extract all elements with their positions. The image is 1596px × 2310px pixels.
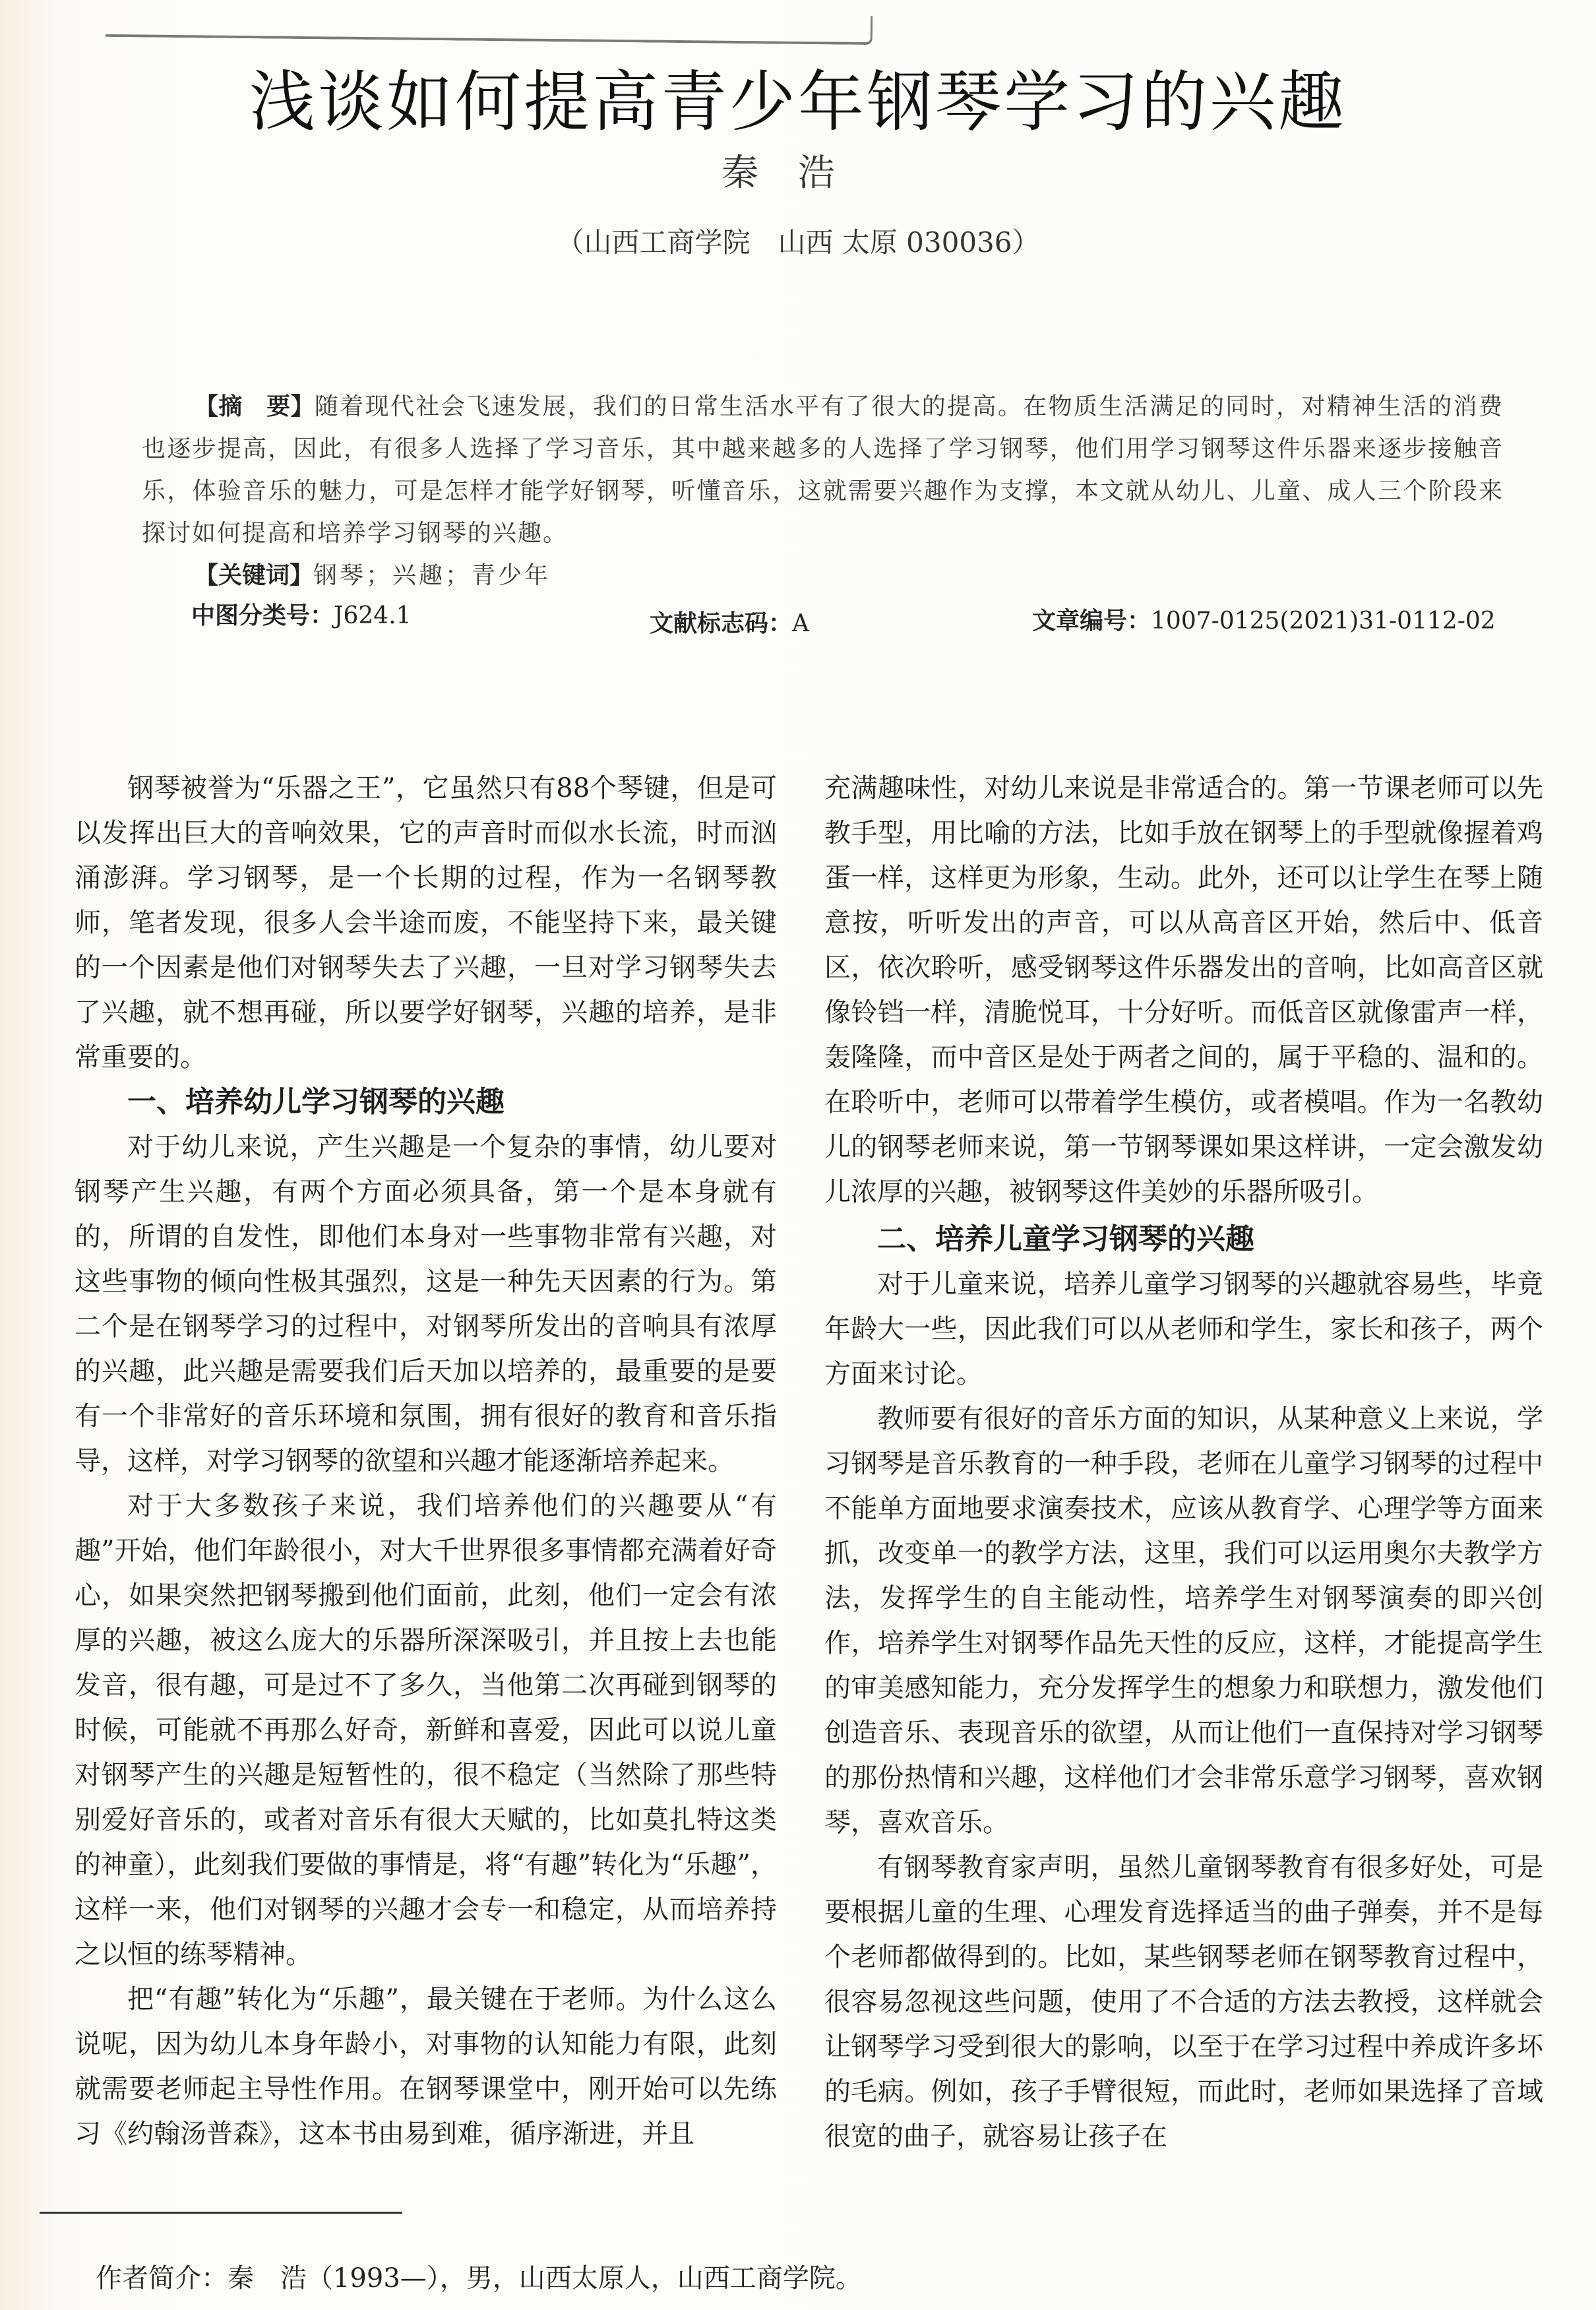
footnote-divider — [40, 2212, 402, 2214]
clc-value: J624.1 — [334, 602, 412, 629]
doc-code-label: 文献标志码： — [650, 610, 793, 637]
author-footnote: 作者简介：秦 浩（1993—），男，山西太原人，山西工商学院。 — [96, 2263, 862, 2294]
body-paragraph: 教师要有很好的音乐方面的知识，从某种意义上来说，学习钢琴是音乐教育的一种手段，老师在儿童学习钢琴的过程中不能单方面地要求演奏技术，应该从教育学、心理学等方面来抓，改变单一的教学方法，这里，我们可以运用奥尔夫教学方法，发挥学生的自主能动性，培养学生对钢琴演奏的即兴创作，培养学生对钢琴作品先天性的反应，这样，才能提高学生的审美感知能力，充分发挥学生的想象力和联想力，激发他们创造音乐、表现音乐的欲望，从而让他们一直保持对学习钢琴的那份热情和兴趣，这样他们才会非常乐意学习钢琴，喜欢钢琴，喜欢音乐。 — [824, 1404, 1543, 1838]
body-paragraph: 对于儿童来说，培养儿童学习钢琴的兴趣就容易些，毕竟年龄大一些，因此我们可以从老师和学生，家长和孩子，两个方面来讨论。 — [824, 1269, 1543, 1389]
author-name: 秦浩 — [721, 152, 875, 195]
abstract-text: 随着现代社会飞速发展，我们的日常生活水平有了很大的提高。在物质生活满足的同时，对精神生活的消费也逐步提高，因此，有很多人选择了学习音乐，其中越来越多的人选择了学习钢琴，他们用学习钢琴这件乐器来逐步接触音乐，体验音乐的魅力，可是怎样才能学好钢琴，听懂音乐，这就需要兴趣作为支撑，本文就从幼儿、儿童、成人三个阶段来探讨如何提高和培养学习钢琴的兴趣。 — [142, 393, 1504, 547]
section-heading-1: 一、培养幼儿学习钢琴的兴趣 — [127, 1085, 505, 1119]
keywords-label: 【关键词】 — [195, 562, 314, 589]
clc-number — [191, 600, 650, 633]
article-title: 浅谈如何提高青少年钢琴学习的兴趣 — [249, 63, 1347, 140]
keywords-text: 钢琴；兴趣；青少年 — [313, 562, 551, 589]
section-heading-2: 二、培养儿童学习钢琴的兴趣 — [877, 1222, 1254, 1256]
author-affiliation: （山西工商学院 山西 太原 030036） — [556, 226, 1040, 259]
article-number — [1032, 600, 1496, 638]
classification-row — [191, 600, 1517, 640]
body-paragraph: 充满趣味性，对幼儿来说是非常适合的。第一节课老师可以先教手型，用比喻的方法，比如手放在钢琴上的手型就像握着鸡蛋一样，这样更为形象，生动。此外，还可以让学生在琴上随意按，听听发出的声音，可以从高音区开始，然后中、低音区，依次聆听，感受钢琴这件乐器发出的音响，比如高音区就像铃铛一样，清脆悦耳，十分好听。而低音区就像雷声一样，轰隆隆，而中音区是处于两者之间的，属于平稳的、温和的。在聆听中，老师可以带着学生模仿，或者模唱。作为一名教幼儿的钢琴老师来说，第一节钢琴课如果这样讲，一定会激发幼儿浓厚的兴趣，被钢琴这件美妙的乐器所吸引。 — [824, 773, 1543, 1207]
abstract-label: 【摘 要】 — [195, 393, 315, 420]
abstract — [142, 386, 1504, 555]
doc-code-value: A — [792, 610, 810, 637]
article-no-value: 1007-0125(2021)31-0112-02 — [1151, 608, 1496, 635]
body-columns — [0, 766, 1596, 2159]
body-paragraph: 有钢琴教育家声明，虽然儿童钢琴教育有很多好处，可是要根据儿童的生理、心理发育选择适当的曲子弹奏，并不是每个老师都做得到的。比如，某些钢琴老师在钢琴教育过程中，很容易忽视这些问题，使用了不合适的方法去教授，这样就会让钢琴学习受到很大的影响，以至于在学习过程中养成许多坏的毛病。例如，孩子手臂很短，而此时，老师如果选择了音域很宽的曲子，就容易让孩子在 — [824, 1852, 1543, 2152]
body-right-column — [824, 766, 1543, 2159]
body-left-column — [75, 766, 777, 2156]
document-code — [650, 600, 1032, 640]
body-paragraph: 对于幼儿来说，产生兴趣是一个复杂的事情，幼儿要对钢琴产生兴趣，有两个方面必须具备，第一个是本身就有的，所谓的自发性，即他们本身对一些事物非常有兴趣，对这些事物的倾向性极其强烈，这是一种先天因素的行为。第二个是在钢琴学习的过程中，对钢琴所发出的音响具有浓厚的兴趣，此兴趣是需要我们后天加以培养的，最重要的是要有一个非常好的音乐环境和氛围，拥有很好的教育和音乐指导，这样，对学习钢琴的欲望和兴趣才能逐渐培养起来。 — [75, 1132, 777, 1476]
clc-label: 中图分类号： — [191, 602, 334, 629]
keywords — [195, 557, 1596, 594]
body-paragraph: 钢琴被誉为“乐器之王”，它虽然只有88个琴键，但是可以发挥出巨大的音响效果，它的声音时而似水长流，时而汹涌澎湃。学习钢琴，是一个长期的过程，作为一名钢琴教师，笔者发现，很多人会半途而废，不能坚持下来，最关键的一个因素是他们对钢琴失去了兴趣，一旦对学习钢琴失去了兴趣，就不想再碰，所以要学好钢琴，兴趣的培养，是非常重要的。 — [75, 773, 777, 1073]
body-paragraph: 对于大多数孩子来说，我们培养他们的兴趣要从“有趣”开始，他们年龄很小，对大千世界很多事情都充满着好奇心，如果突然把钢琴搬到他们面前，此刻，他们一定会有浓厚的兴趣，被这么庞大的乐器所深深吸引，并且按上去也能发音，很有趣，可是过不了多久，当他第二次再碰到钢琴的时候，可能就不再那么好奇，新鲜和喜爱，因此可以说儿童对钢琴产生的兴趣是短暂性的，很不稳定（当然除了那些特别爱好音乐的，或者对音乐有很大天赋的，比如莫扎特这类的神童），此刻我们要做的事情是，将“有趣”转化为“乐趣”，这样一来，他们对钢琴的兴趣才会专一和稳定，从而培养持之以恒的练琴精神。 — [75, 1491, 777, 1970]
body-paragraph: 把“有趣”转化为“乐趣”，最关键在于老师。为什么这么说呢，因为幼儿本身年龄小，对事物的认知能力有限，此刻就需要老师起主导性作用。在钢琴课堂中，刚开始可以先练习《约翰汤普森》，这本书由易到难，循序渐进，并且 — [75, 1984, 777, 2149]
article-no-label: 文章编号： — [1032, 608, 1151, 635]
